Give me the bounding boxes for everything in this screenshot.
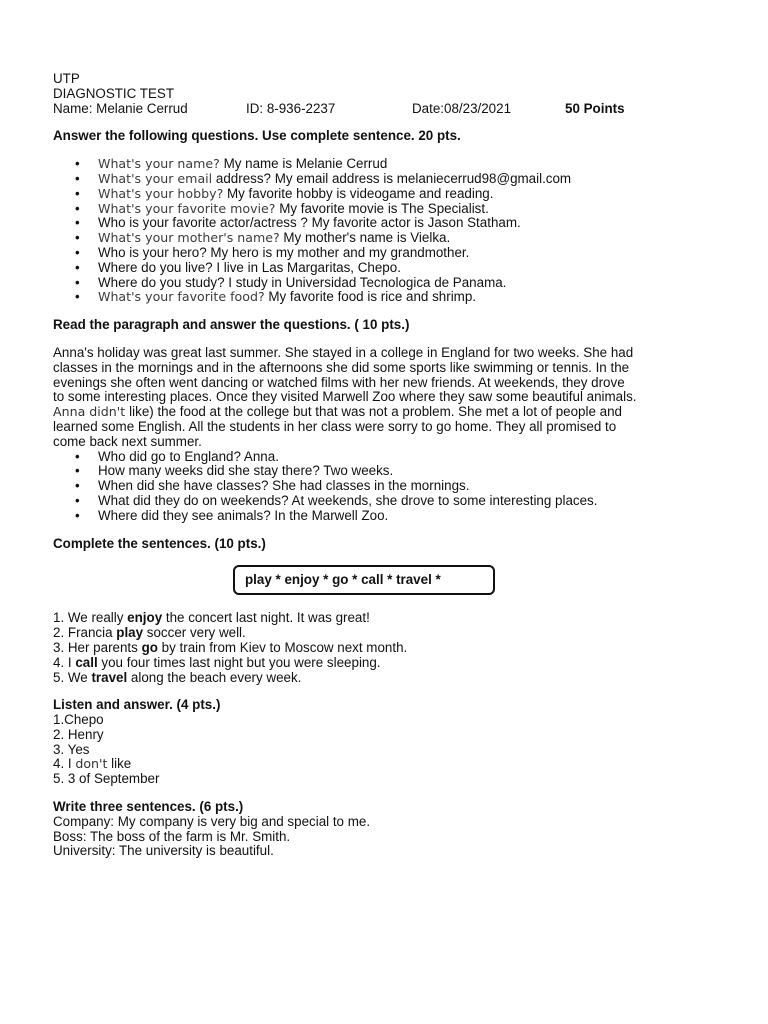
- student-id: ID: 8-936-2237: [246, 100, 336, 116]
- paragraph-line: classes in the mornings and in the afternoons she did some sports like swimming or tennis. In the: [53, 359, 630, 375]
- section4-title: Listen and answer. (4 pts.): [53, 697, 221, 713]
- section5-title: Write three sentences. (6 pts.): [53, 799, 244, 815]
- list-item: • What's your mother's name? My mother's name is Vielka.: [53, 231, 768, 246]
- list-item: • What did they do on weekends? At weekends, she drove to some interesting places.: [53, 494, 768, 509]
- list-item: 4. I call you four times last night but you were sleeping.: [53, 654, 381, 670]
- list-item: 5. 3 of September: [53, 771, 160, 787]
- test-title: DIAGNOSTIC TEST: [53, 85, 175, 101]
- list-item: • What's your favorite food? My favorite food is rice and shrimp.: [53, 290, 768, 305]
- paragraph-line: to some interesting places. Once they visited Marwell Zoo where they saw some beautiful animals.: [53, 389, 637, 405]
- section4-answers: [53, 713, 768, 787]
- paragraph-line: Anna didn't like) the food at the college but that was not a problem. She met a lot of people and: [53, 404, 622, 420]
- section2-title: Read the paragraph and answer the questions. ( 10 pts.): [53, 317, 410, 333]
- list-item: 2. Francia play soccer very well.: [53, 625, 246, 641]
- section3-sentences: [53, 611, 768, 685]
- paragraph-line: come back next summer.: [53, 433, 202, 449]
- section5-sentences: [53, 815, 768, 859]
- section1-list: [53, 157, 768, 305]
- list-item: • What's your favorite movie? My favorite movie is The Specialist.: [53, 202, 768, 217]
- list-item: • How many weeks did she stay there? Two weeks.: [53, 464, 768, 479]
- list-item: • What's your name? My name is Melanie Cerrud: [53, 157, 768, 172]
- reading-paragraph: [53, 346, 733, 450]
- list-item: 3. Yes: [53, 741, 90, 757]
- list-item: Company: My company is very big and special to me.: [53, 813, 371, 829]
- list-item: 5. We travel along the beach every week.: [53, 669, 302, 685]
- test-date: Date:08/23/2021: [412, 100, 512, 116]
- section2-questions: [53, 450, 768, 524]
- list-item: 2. Henry: [53, 726, 104, 742]
- list-item: 3. Her parents go by train from Kiev to Moscow next month.: [53, 639, 408, 655]
- section1-title: Answer the following questions. Use complete sentence. 20 pts.: [53, 128, 461, 144]
- list-item: 4. I don't like: [53, 756, 132, 772]
- paragraph-line: Anna's holiday was great last summer. She stayed in a college in England for two weeks. She had: [53, 344, 634, 360]
- list-item: 1. We really enjoy the concert last night. It was great!: [53, 610, 370, 626]
- total-points: 50 Points: [565, 100, 625, 116]
- list-item: • What's your email address? My email address is melaniecerrud98@gmail.com: [53, 172, 768, 187]
- list-item: University: The university is beautiful.: [53, 843, 274, 859]
- student-info-row: [53, 102, 768, 117]
- list-item: • Who is your hero? My hero is my mother and my grandmother.: [53, 246, 768, 261]
- list-item: 1.Chepo: [53, 712, 104, 728]
- list-item: • When did she have classes? She had classes in the mornings.: [53, 479, 768, 494]
- list-item: • What's your hobby? My favorite hobby is videogame and reading.: [53, 187, 768, 202]
- student-name: Name: Melanie Cerrud: [53, 100, 188, 116]
- paragraph-line: learned some English. All the students in her class were sorry to go home. They all promised to: [53, 418, 617, 434]
- list-item: • Who is your favorite actor/actress ? My favorite actor is Jason Statham.: [53, 216, 768, 231]
- list-item: • Who did go to England? Anna.: [53, 450, 768, 465]
- word-bank-box: play * enjoy * go * call * travel *: [233, 565, 495, 595]
- list-item: • Where did they see animals? In the Marwell Zoo.: [53, 509, 768, 524]
- school-name: UTP: [53, 71, 80, 86]
- list-item: Boss: The boss of the farm is Mr. Smith.: [53, 828, 291, 844]
- list-item: • Where do you study? I study in Universidad Tecnologica de Panama.: [53, 276, 768, 291]
- paragraph-line: evenings she often went dancing or watched films with her new friends. At weekends, they drove: [53, 374, 625, 390]
- list-item: • Where do you live? I live in Las Margaritas, Chepo.: [53, 261, 768, 276]
- section3-title: Complete the sentences. (10 pts.): [53, 535, 266, 551]
